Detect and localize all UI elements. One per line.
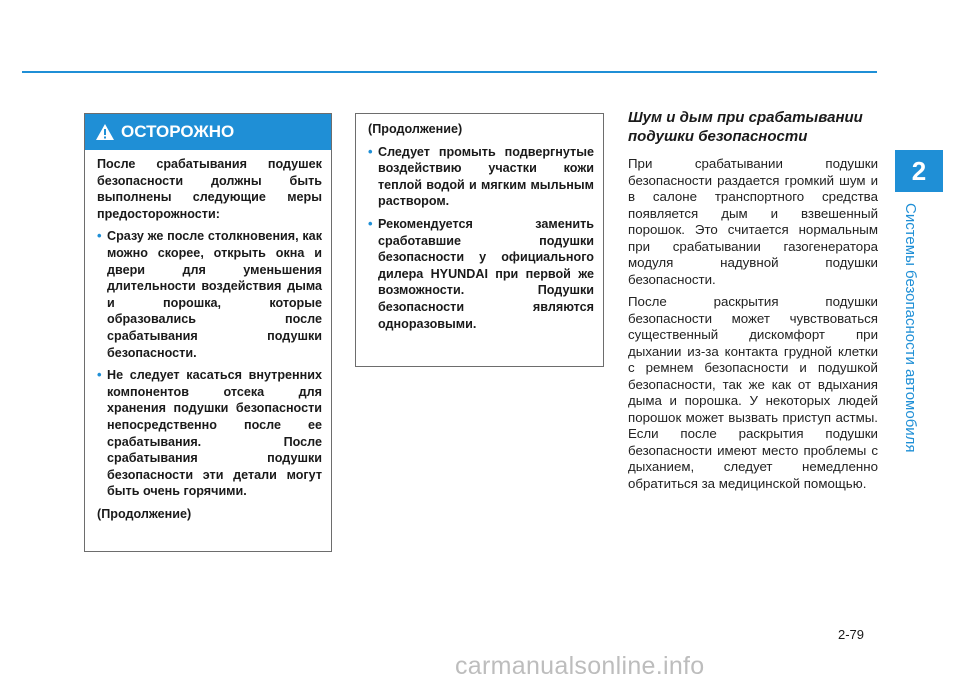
article-paragraph: При срабатывании подушки безопасности раздается громкий шум и в салоне транспортного средства появляется дым и взвешенный порошок. Это считается нормальным при срабатывании газогенератора модуля надувной подушки безопасности. xyxy=(628,156,878,287)
chapter-number-badge xyxy=(895,150,943,192)
list-item xyxy=(97,228,322,361)
top-divider-line xyxy=(22,71,877,73)
list-item xyxy=(368,144,594,210)
list-item xyxy=(368,216,594,332)
bullet-icon: • xyxy=(368,143,373,159)
article-paragraph: После раскрытия подушки безопасности может чувствоваться существенный дискомфорт при дыхании из-за контакта грудной клетки с ремнем безопасности и подушкой безопасности, так же как от вдыхания дыма и порошка. У некоторых людей порошок может вызвать приступ астмы. Если после раскрытия подушки безопасности имеют место проблемы с дыханием, следует немедленно обратиться за медицинской помощью. xyxy=(628,294,878,491)
chapter-number: 2 xyxy=(911,155,927,186)
bullet-icon: • xyxy=(97,228,102,244)
continued-body xyxy=(356,114,603,332)
article-heading: Шум и дым при срабатывании подушки безопасности xyxy=(628,109,863,145)
caution-intro: После срабатывания подушек безопасности должны быть выполнены следующие меры предосторожности: xyxy=(97,157,322,221)
caution-title: ОСТОРОЖНО xyxy=(121,122,235,141)
chapter-side-title: Системы безопасности автомобиля xyxy=(902,203,919,453)
caution-body xyxy=(85,150,331,522)
caution-item-text: Сразу же после столкновения, как можно скорее, открыть окна и двери для уменьшения длительности воздействия дыма и порошка, которые образовались после срабатывания подушки безопасности. xyxy=(107,229,322,360)
bullet-icon: • xyxy=(97,367,102,383)
continued-box xyxy=(355,113,604,367)
continued-item-text: Следует промыть подвергнутые воздействию участки кожи теплой водой и мягким мыльным раствором. xyxy=(378,144,594,209)
page-number: 2-79 xyxy=(838,627,865,642)
warning-triangle-icon xyxy=(95,123,115,141)
caution-box xyxy=(84,113,332,552)
caution-item-text: Не следует касаться внутренних компонентов отсека для хранения подушки безопасности непосредственно после ее срабатывания. После срабатывания подушки безопасности эти детали могут быть очень горячими. xyxy=(107,368,322,499)
bullet-icon: • xyxy=(368,215,373,231)
caution-header xyxy=(85,114,331,150)
list-item xyxy=(97,367,322,500)
continued-label: (Продолжение) xyxy=(368,122,463,136)
article-section xyxy=(628,108,878,498)
continued-item-text: Рекомендуется заменить сработавшие подушки безопасности у официального дилера HYUNDAI при первой же возможности. Подушки безопасности являются одноразовыми. xyxy=(378,216,594,331)
continued-note: (Продолжение) xyxy=(97,506,192,521)
watermark: carmanualsonline.info xyxy=(455,652,705,680)
